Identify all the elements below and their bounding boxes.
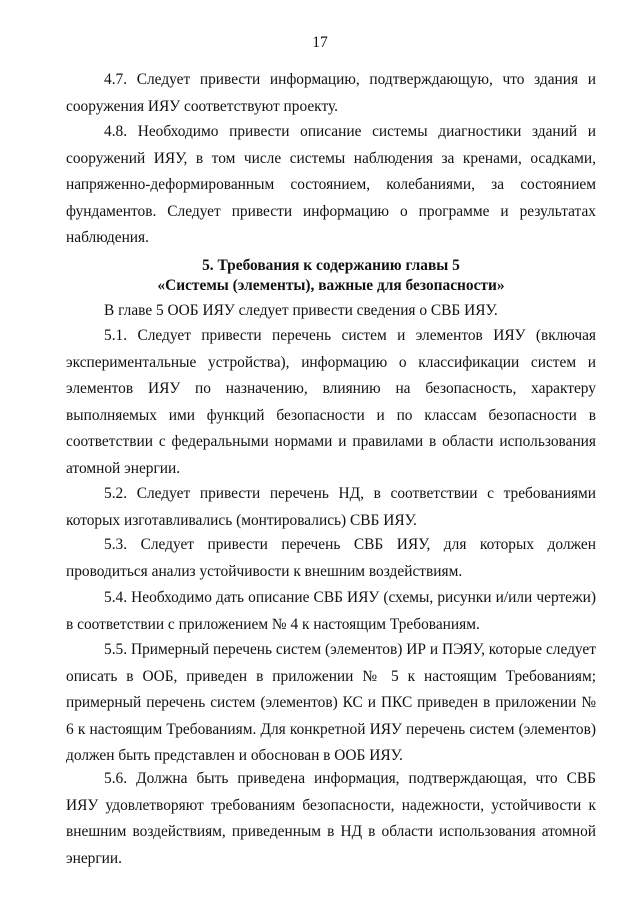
paragraph-5-5: 5.5. Примерный перечень систем (элементов) ИР и ПЭЯУ, которые следует описать в ООБ, приведен в приложении № 5 к настоящим Требованиям; примерный перечень систем (элементов) КС и ПКС приведен в приложении № 6 к настоящим Требованиям. Для конкретной ИЯУ перечень систем (элементов) должен быть представлен и обоснован в ООБ ИЯУ. <box>66 641 596 764</box>
paragraph-4-7: 4.7. Следует привести информацию, подтверждающую, что здания и сооружения ИЯУ соответствуют проекту. <box>66 71 596 115</box>
section-heading <box>66 256 596 296</box>
section-title-line1: 5. Требования к содержанию главы 5 <box>202 257 460 274</box>
paragraph-5-6: 5.6. Должна быть приведена информация, подтверждающая, что СВБ ИЯУ удовлетворяют требованиям безопасности, надежности, устойчивости к внешним воздействиям, приведенным в НД в области использования атомной энергии. <box>66 770 596 867</box>
paragraph-intro: В главе 5 ООБ ИЯУ следует привести сведения о СВБ ИЯУ. <box>104 302 498 319</box>
paragraph-4-8: 4.8. Необходимо привести описание системы диагностики зданий и сооружений ИЯУ, в том числе системы наблюдения за кренами, осадками, напряженно-деформированным состоянием, колебаниями, за состоянием фундаментов. Следует привести информацию о программе и результатах наблюдения. <box>66 123 596 246</box>
paragraph-5-4: 5.4. Необходимо дать описание СВБ ИЯУ (схемы, рисунки и/или чертежи) в соответствии с приложением № 4 к настоящим Требованиям. <box>66 589 596 633</box>
page-number: 17 <box>312 34 328 51</box>
section-title-line2: «Системы (элементы), важные для безопасности» <box>157 277 505 294</box>
paragraph-5-2: 5.2. Следует привести перечень НД, в соответствии с требованиями которых изготавливались (монтировались) СВБ ИЯУ. <box>66 485 596 529</box>
paragraph-5-3: 5.3. Следует привести перечень СВБ ИЯУ, для которых должен проводиться анализ устойчивости к внешним воздействиям. <box>66 536 596 580</box>
paragraph-5-1: 5.1. Следует привести перечень систем и элементов ИЯУ (включая экспериментальные устройства), информацию о классификации систем и элементов ИЯУ по назначению, влиянию на безопасность, характеру выполняемых ими функций безопасности и по классам безопасности в соответствии с федеральными нормами и правилами в области использования атомной энергии. <box>66 327 596 477</box>
